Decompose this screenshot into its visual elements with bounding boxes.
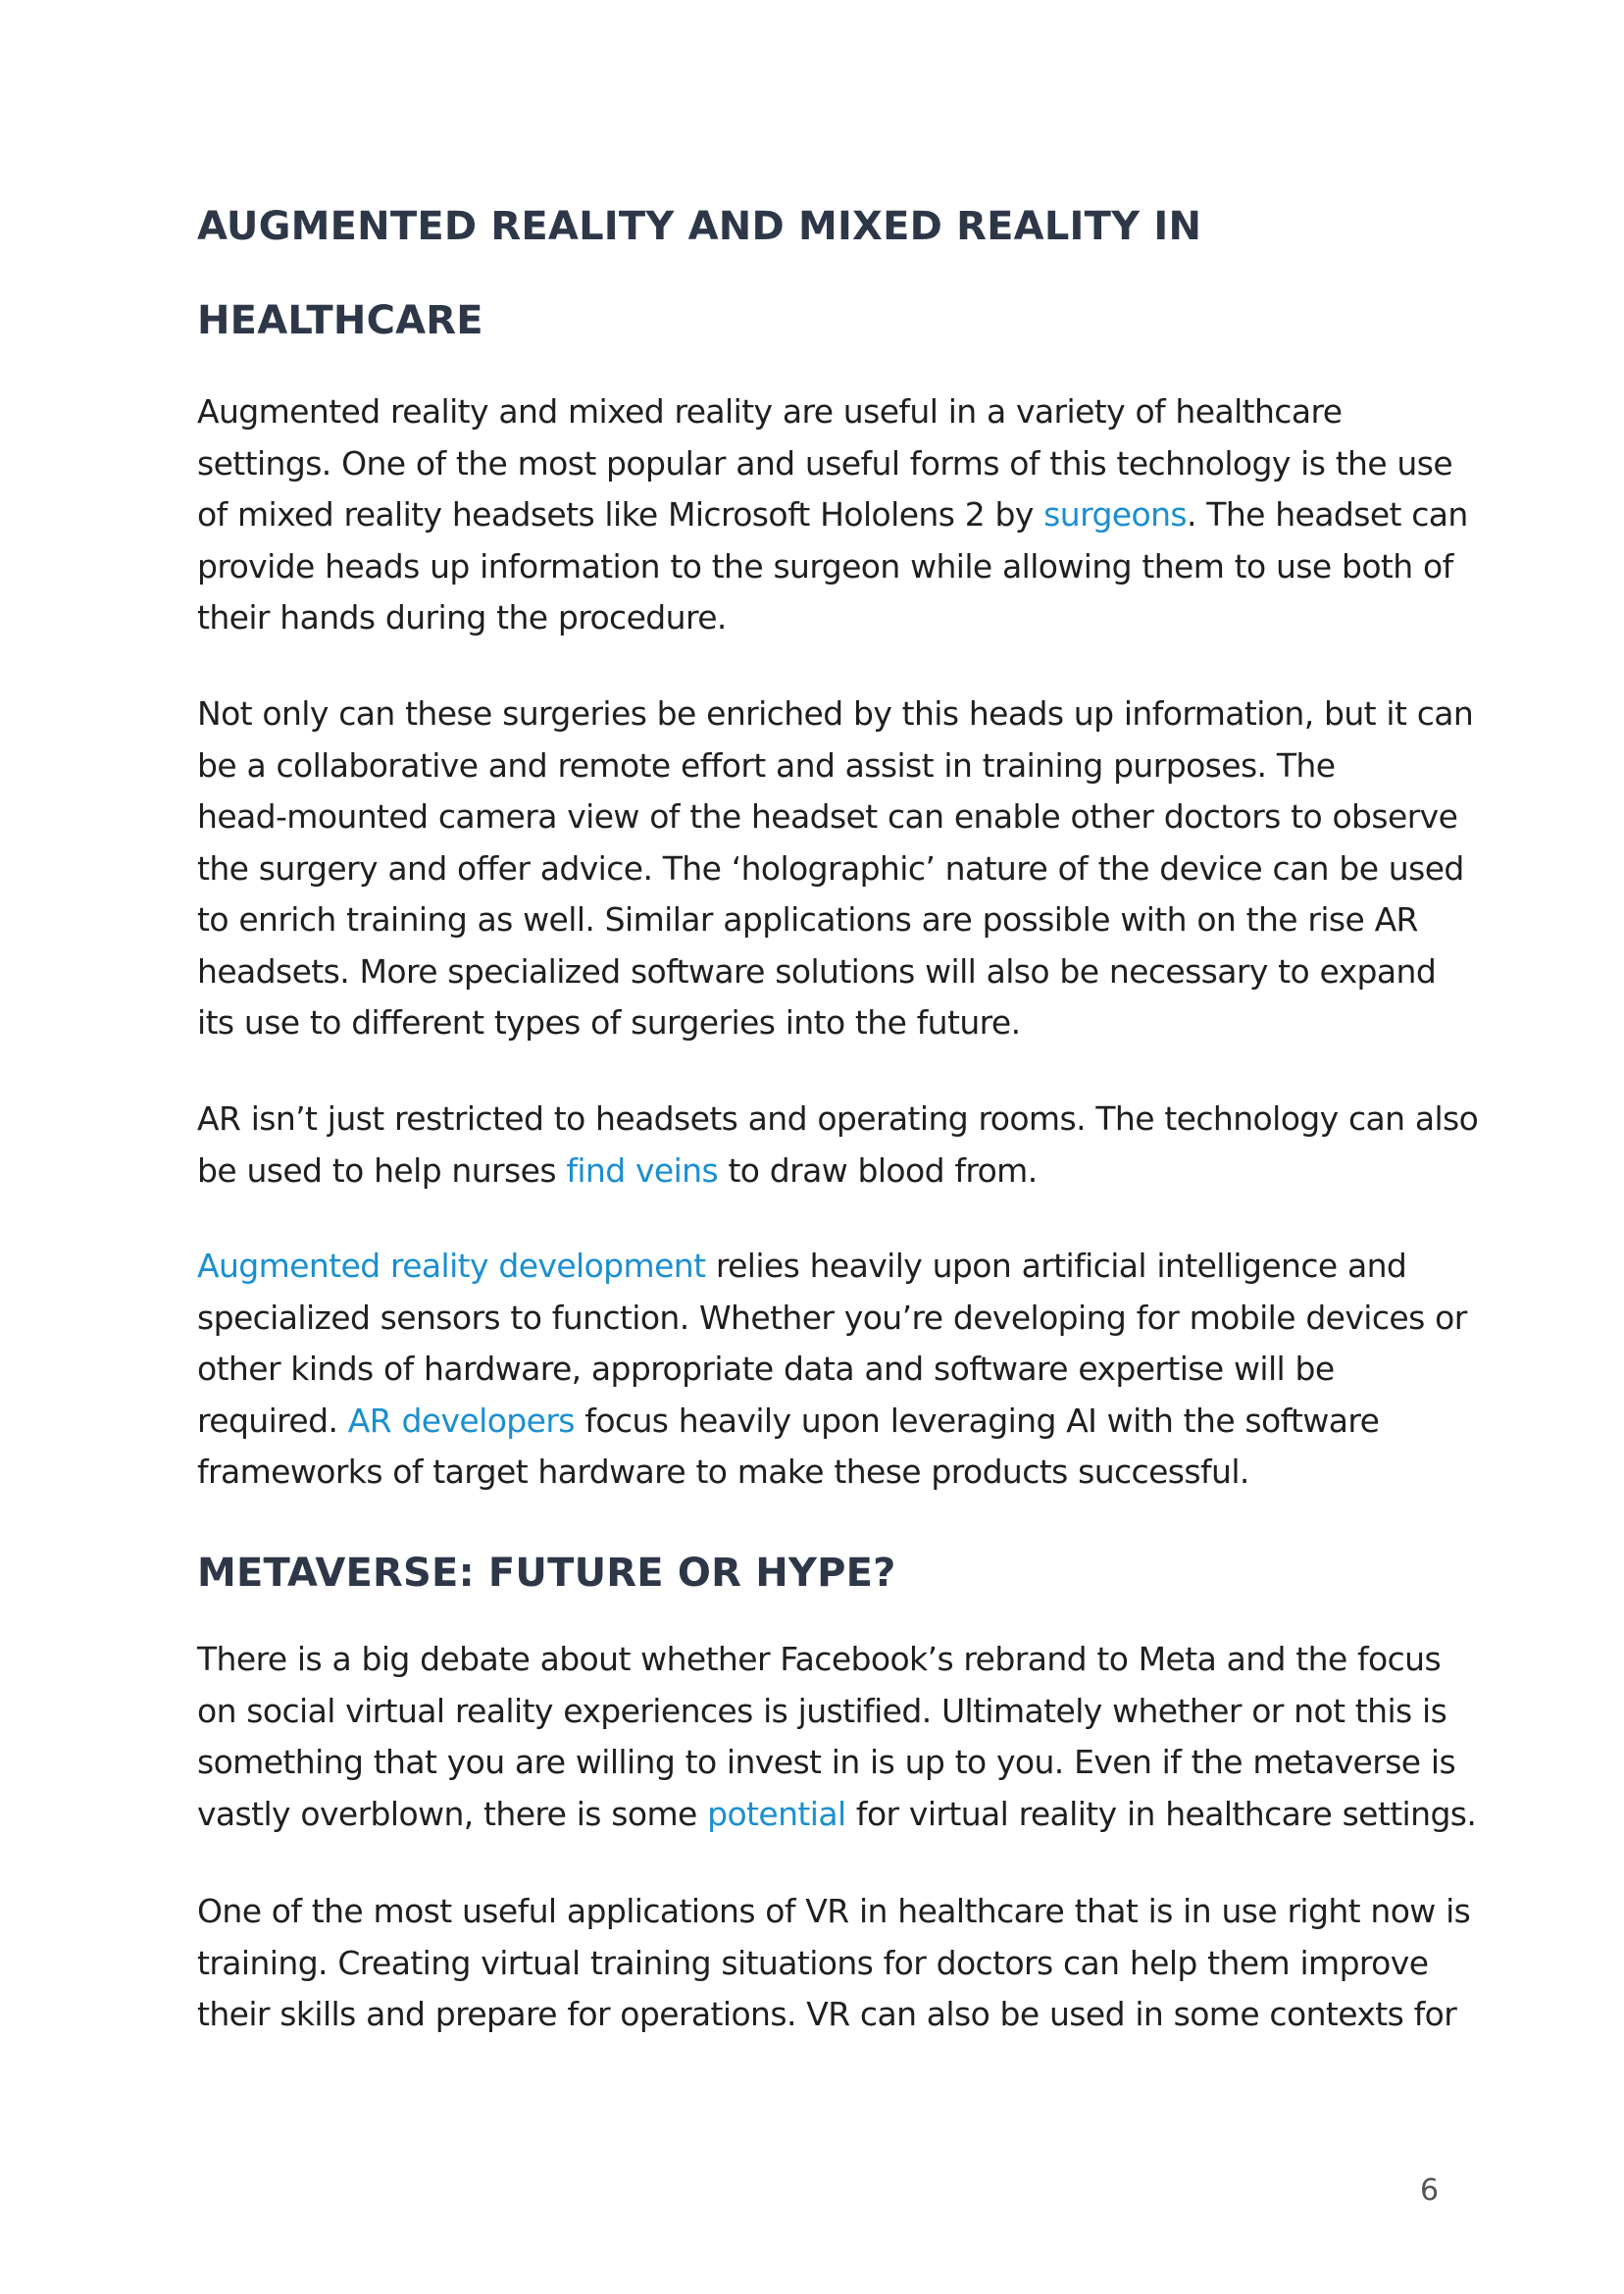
- link-augmented-reality-development[interactable]: Augmented reality development: [197, 1247, 706, 1285]
- text-line: on social virtual reality experiences is justified. Ultimately whether or not this is: [197, 1691, 1447, 1730]
- text-fragment: relies heavily upon artificial intelligence and: [705, 1247, 1407, 1285]
- text-line: other kinds of hardware, appropriate data and software expertise will be: [197, 1350, 1335, 1388]
- text-fragment: vastly overblown, there is some: [197, 1794, 708, 1833]
- text-fragment: of mixed reality headsets like Microsoft Hololens 2 by: [197, 495, 1044, 534]
- link-potential[interactable]: potential: [707, 1794, 846, 1833]
- text-line: [197, 1789, 1477, 1841]
- text-line: [197, 1241, 1443, 1293]
- link-ar-developers[interactable]: AR developers: [347, 1401, 575, 1440]
- paragraph-surgery-collaboration: [197, 688, 1474, 1049]
- text-line: frameworks of target hardware to make these products successful.: [197, 1453, 1249, 1491]
- text-line: specialized sensors to function. Whether you’re developing for mobile devices or: [197, 1298, 1467, 1337]
- text-fragment: to draw blood from.: [718, 1150, 1038, 1190]
- text-line: training. Creating virtual training situations for doctors can help them improve: [197, 1943, 1429, 1982]
- text-line: headsets. More specialized software solutions will also be necessary to expand: [197, 951, 1437, 991]
- paragraph-ar-nurses: [197, 1094, 1479, 1197]
- text-line: their hands during the procedure.: [197, 598, 727, 637]
- text-line: There is a big debate about whether Facebook’s rebrand to Meta and the focus: [197, 1640, 1442, 1678]
- text-line: the surgery and offer advice. The ‘holographic’ nature of the device can be used: [197, 848, 1464, 888]
- paragraph-ar-intro: [197, 386, 1468, 644]
- link-find-veins[interactable]: find veins: [566, 1150, 719, 1190]
- page-number: 6: [1420, 2173, 1440, 2208]
- paragraph-metaverse-debate: [197, 1634, 1477, 1840]
- text-fragment: be used to help nurses: [197, 1150, 567, 1190]
- text-fragment: required.: [197, 1401, 348, 1440]
- text-line: their skills and prepare for operations. VR can also be used in some contexts for: [197, 1995, 1457, 2033]
- text-line: head-mounted camera view of the headset can enable other doctors to observe: [197, 797, 1458, 836]
- text-line: settings. One of the most popular and useful forms of this technology is the use: [197, 443, 1453, 483]
- text-line: Augmented reality and mixed reality are useful in a variety of healthcare: [197, 392, 1343, 431]
- text-line: something that you are willing to invest in is up to you. Even if the metaverse is: [197, 1743, 1456, 1781]
- section-heading-ar-line-2: HEALTHCARE: [197, 298, 483, 343]
- section-heading-ar-line-1: AUGMENTED REALITY AND MIXED REALITY IN: [197, 204, 1202, 249]
- text-line: provide heads up information to the surgeon while allowing them to use both of: [197, 546, 1453, 586]
- text-line: One of the most useful applications of VR in healthcare that is in use right now is: [197, 1892, 1471, 1930]
- text-line: its use to different types of surgeries into the future.: [197, 1003, 1021, 1042]
- section-heading-metaverse: METAVERSE: FUTURE OR HYPE?: [197, 1551, 896, 1596]
- paragraph-vr-training: [197, 1886, 1471, 2041]
- text-line: be a collaborative and remote effort and assist in training purposes. The: [197, 745, 1336, 785]
- text-fragment: focus heavily upon leveraging AI with the software: [574, 1401, 1380, 1440]
- text-line: Not only can these surgeries be enriched by this heads up information, but it can: [197, 694, 1474, 733]
- text-line: to enrich training as well. Similar applications are possible with on the rise AR: [197, 900, 1418, 939]
- text-line: AR isn’t just restricted to headsets and operating rooms. The technology can also: [197, 1099, 1479, 1138]
- link-surgeons[interactable]: surgeons: [1043, 495, 1187, 534]
- text-fragment: . The headset can: [1187, 495, 1468, 534]
- text-line: [197, 1146, 1443, 1198]
- text-line: [197, 489, 1468, 541]
- text-fragment: for virtual reality in healthcare settings.: [845, 1794, 1477, 1833]
- text-line: [197, 1396, 1443, 1448]
- paragraph-ar-development: [197, 1241, 1467, 1499]
